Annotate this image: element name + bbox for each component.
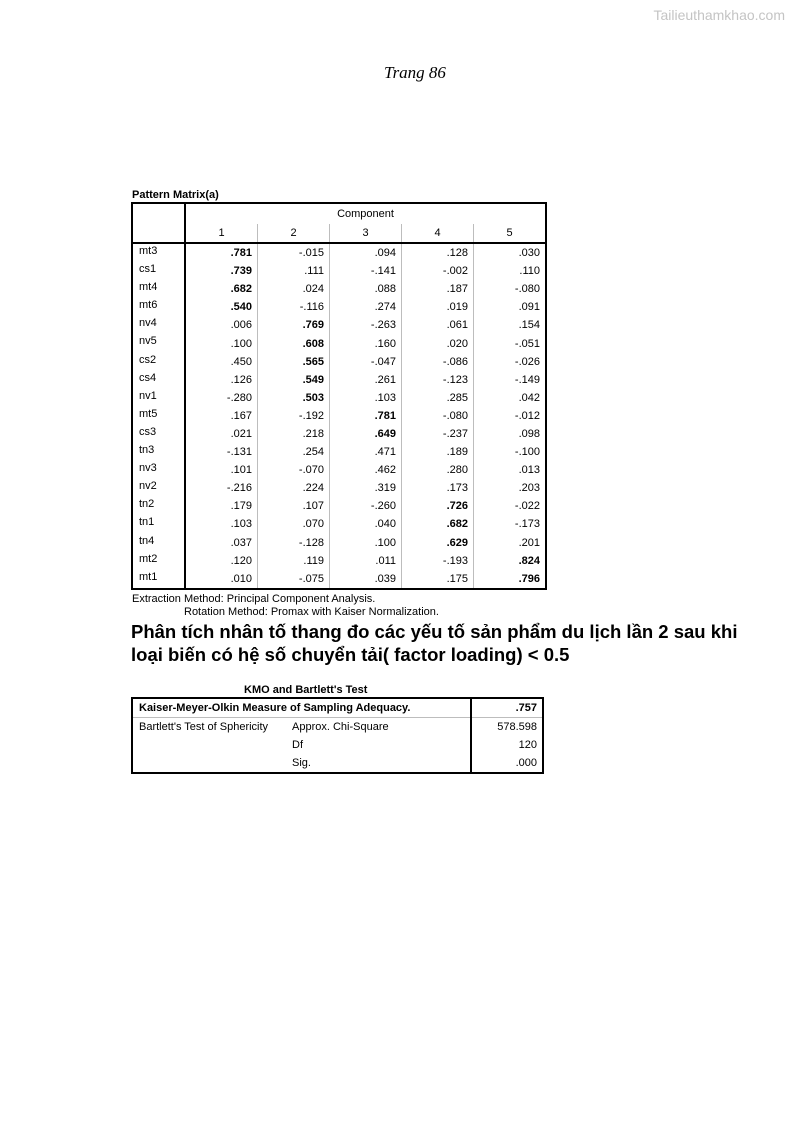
row-label: mt3	[132, 243, 185, 262]
loading-cell: .726	[402, 497, 474, 515]
chi-square-value: 578.598	[471, 718, 543, 737]
page-number: Trang 86	[384, 63, 446, 82]
loading-cell: .154	[518, 319, 540, 332]
loading-cell: .682	[402, 515, 474, 533]
table-row	[132, 262, 546, 280]
loading-cell: -.080	[402, 407, 474, 425]
pattern-matrix-title: Pattern Matrix(a)	[132, 189, 219, 201]
df-value: 120	[471, 736, 543, 754]
loading-cell: -.026	[514, 355, 540, 368]
loading-cell: .126	[185, 371, 258, 389]
loading-cell: .094	[330, 243, 402, 262]
loading-cell: .091	[518, 301, 540, 314]
loading-cell: -.131	[185, 443, 258, 461]
loading-cell: .261	[330, 371, 402, 389]
section-heading: Phân tích nhân tố thang đo các yếu tố sản phẩm du lịch lần 2 sau khi loại biến có hệ số chuyển tải( factor loading) < 0.5	[131, 621, 738, 665]
loading-cell: .107	[258, 497, 330, 515]
loading-cell: -.075	[258, 570, 330, 589]
component-number: 3	[330, 224, 402, 243]
table-row	[132, 389, 546, 407]
table-row	[132, 461, 546, 479]
row-label: nv4	[132, 316, 185, 334]
loading-cell: -.237	[402, 425, 474, 443]
loading-cell: .565	[258, 353, 330, 371]
loading-cell: .254	[258, 443, 330, 461]
table-row	[132, 534, 546, 552]
component-number: 2	[258, 224, 330, 243]
row-label: mt6	[132, 298, 185, 316]
loading-cell: .019	[402, 298, 474, 316]
loading-cell: .769	[258, 316, 330, 334]
component-header: Component	[337, 208, 394, 220]
loading-cell: .450	[185, 353, 258, 371]
row-label: cs4	[132, 371, 185, 389]
loading-cell: -.141	[330, 262, 402, 280]
loading-cell: .285	[402, 389, 474, 407]
loading-cell: -.263	[330, 316, 402, 334]
row-label: mt5	[132, 407, 185, 425]
row-label: mt4	[132, 280, 185, 298]
loading-cell: .682	[185, 280, 258, 298]
loading-cell: .120	[185, 552, 258, 570]
loading-cell: .037	[185, 534, 258, 552]
loading-cell: .030	[518, 247, 540, 260]
row-label: mt1	[132, 570, 185, 589]
table-row	[132, 334, 546, 352]
loading-cell: .540	[185, 298, 258, 316]
loading-cell: .179	[185, 497, 258, 515]
loading-cell: .189	[402, 443, 474, 461]
loading-cell: .739	[185, 262, 258, 280]
row-label: tn4	[132, 534, 185, 552]
loading-cell: .039	[330, 570, 402, 589]
loading-cell: .549	[258, 371, 330, 389]
bartlett-label: Bartlett's Test of Sphericity	[139, 721, 269, 733]
table-row	[132, 353, 546, 371]
row-label: cs1	[132, 262, 185, 280]
loading-cell: .101	[185, 461, 258, 479]
loading-cell: -.128	[258, 534, 330, 552]
loading-cell: .503	[258, 389, 330, 407]
loading-cell: -.149	[514, 373, 540, 386]
row-label: tn2	[132, 497, 185, 515]
loading-cell: -.012	[514, 409, 540, 422]
loading-cell: .471	[330, 443, 402, 461]
loading-cell: .280	[402, 461, 474, 479]
loading-cell: .088	[330, 280, 402, 298]
component-number: 5	[474, 224, 547, 243]
watermark: Tailieuthamkhao.com	[653, 7, 785, 23]
loading-cell: .167	[185, 407, 258, 425]
table-row	[132, 570, 546, 589]
loading-cell: .100	[330, 534, 402, 552]
table-row	[132, 316, 546, 334]
loading-cell: .024	[258, 280, 330, 298]
loading-cell: -.260	[330, 497, 402, 515]
loading-cell: .021	[185, 425, 258, 443]
row-label: nv5	[132, 334, 185, 352]
table-row	[132, 280, 546, 298]
loading-cell: .187	[402, 280, 474, 298]
table-row	[132, 425, 546, 443]
loading-cell: .098	[518, 427, 540, 440]
loading-cell: .160	[330, 334, 402, 352]
row-label: tn3	[132, 443, 185, 461]
sig-value: .000	[471, 754, 543, 773]
loading-cell: .103	[330, 389, 402, 407]
table-row	[132, 443, 546, 461]
loading-cell: .781	[330, 407, 402, 425]
row-label: nv1	[132, 389, 185, 407]
row-label: nv3	[132, 461, 185, 479]
loading-cell: .128	[402, 243, 474, 262]
sig-label: Sig.	[292, 757, 311, 769]
loading-cell: .319	[330, 479, 402, 497]
loading-cell: -.015	[258, 243, 330, 262]
table-corner	[132, 203, 185, 243]
kmo-value: .757	[471, 698, 543, 718]
loading-cell: .649	[330, 425, 402, 443]
loading-cell: .203	[518, 482, 540, 495]
table-row	[132, 497, 546, 515]
table-row	[132, 371, 546, 389]
loading-cell: .006	[185, 316, 258, 334]
loading-cell: .111	[258, 262, 330, 280]
row-label: nv2	[132, 479, 185, 497]
loading-cell: -.070	[258, 461, 330, 479]
loading-cell: .070	[258, 515, 330, 533]
loading-cell: -.192	[258, 407, 330, 425]
table-row	[132, 243, 546, 262]
loading-cell: .224	[258, 479, 330, 497]
loading-cell: .274	[330, 298, 402, 316]
df-label: Df	[292, 739, 303, 751]
loading-cell: -.047	[330, 353, 402, 371]
kmo-title: KMO and Bartlett's Test	[244, 684, 368, 696]
component-number: 1	[185, 224, 258, 243]
loading-cell: .011	[330, 552, 402, 570]
loading-cell: .040	[330, 515, 402, 533]
row-label: tn1	[132, 515, 185, 533]
chi-square-label: Approx. Chi-Square	[292, 721, 389, 733]
table-row	[132, 479, 546, 497]
loading-cell: .796	[518, 572, 540, 585]
loading-cell: .201	[518, 536, 540, 549]
loading-cell: .061	[402, 316, 474, 334]
loading-cell: -.080	[514, 283, 540, 296]
extraction-method-note: Extraction Method: Principal Component Analysis.	[132, 593, 376, 605]
loading-cell: .629	[402, 534, 474, 552]
kmo-label: Kaiser-Meyer-Olkin Measure of Sampling Adequacy.	[132, 698, 471, 718]
loading-cell: .218	[258, 425, 330, 443]
loading-cell: .110	[519, 265, 540, 278]
loading-cell: .010	[185, 570, 258, 589]
table-row	[132, 515, 546, 533]
loading-cell: .119	[258, 552, 330, 570]
loading-cell: .013	[518, 464, 540, 477]
component-number: 4	[402, 224, 474, 243]
loading-cell: -.173	[514, 518, 540, 531]
loading-cell: .020	[402, 334, 474, 352]
loading-cell: .103	[185, 515, 258, 533]
loading-cell: -.100	[514, 446, 540, 459]
loading-cell: -.002	[402, 262, 474, 280]
loading-cell: -.051	[514, 337, 540, 350]
table-row	[132, 552, 546, 570]
loading-cell: -.123	[402, 371, 474, 389]
pattern-matrix-table	[131, 202, 547, 590]
row-label: cs3	[132, 425, 185, 443]
loading-cell: -.280	[185, 389, 258, 407]
loading-cell: .781	[185, 243, 258, 262]
table-row	[132, 407, 546, 425]
loading-cell: .042	[518, 391, 540, 404]
kmo-table	[131, 697, 544, 774]
table-row	[132, 298, 546, 316]
rotation-method-note: Rotation Method: Promax with Kaiser Normalization.	[184, 606, 439, 618]
loading-cell: -.022	[514, 500, 540, 513]
loading-cell: -.086	[402, 353, 474, 371]
row-label: mt2	[132, 552, 185, 570]
loading-cell: .173	[402, 479, 474, 497]
loading-cell: .462	[330, 461, 402, 479]
loading-cell: .175	[402, 570, 474, 589]
loading-cell: -.193	[402, 552, 474, 570]
loading-cell: .824	[518, 554, 540, 567]
loading-cell: -.216	[185, 479, 258, 497]
loading-cell: .608	[258, 334, 330, 352]
loading-cell: -.116	[258, 298, 330, 316]
row-label: cs2	[132, 353, 185, 371]
loading-cell: .100	[185, 334, 258, 352]
